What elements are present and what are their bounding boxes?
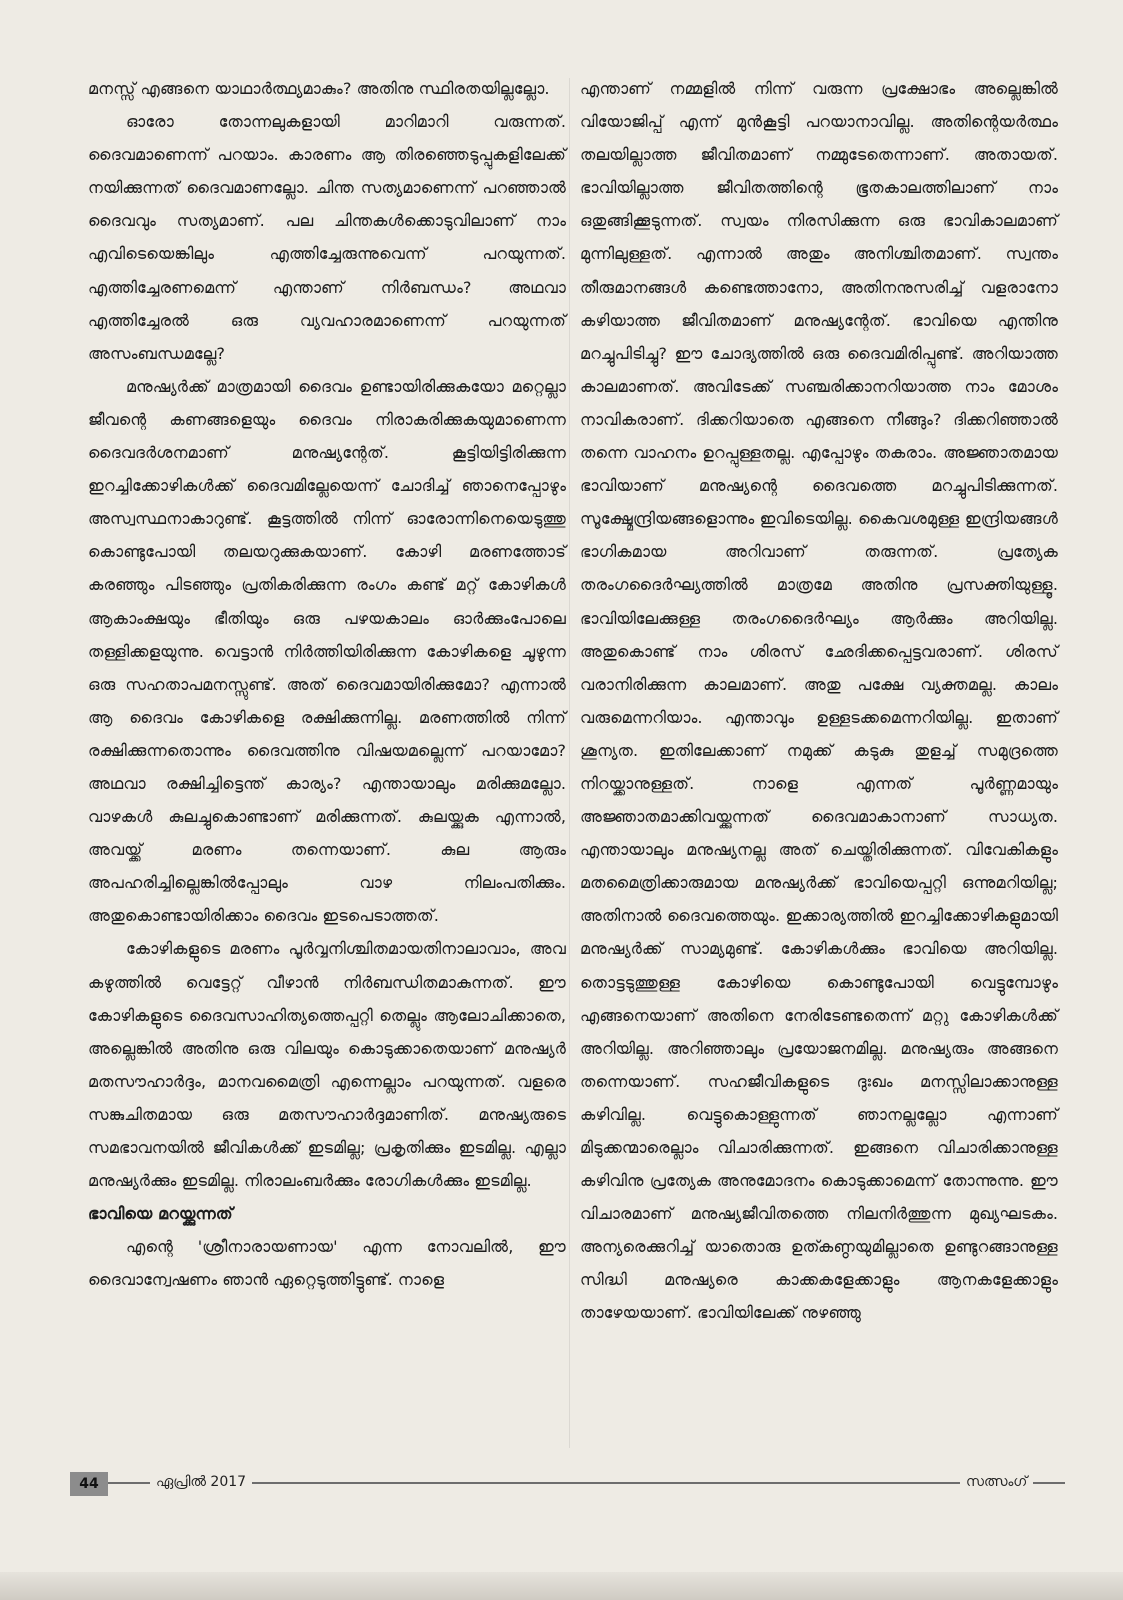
paragraph: ഓരോ തോന്നലുകളായി മാറിമാറി വരുന്നത്. ദൈവമാണെന്ന് പറയാം. കാരണം ആ തിരഞ്ഞെടുപ്പുകളിലേക്ക് നയിക്കുന്നത് ദൈവമാണല്ലോ. ചിന്ത സത്യമാണെന്ന് പറഞ്ഞാൽ ദൈവവും സത്യമാണ്. പല ചിന്തകൾക്കൊടുവിലാണ് നാം എവിടെയെങ്കിലും എത്തിച്ചേരുന്നുവെന്ന് പറയുന്നത്. എത്തിച്ചേരണമെന്ന് എന്താണ് നിർബന്ധം? അഥവാ എത്തിച്ചേരൽ ഒരു വ്യവഹാരമാണെന്ന് പറയുന്നത് അസംബന്ധമല്ലേ? xyxy=(88,112,566,363)
paragraph: എന്താണ് നമ്മളിൽ നിന്ന് വരുന്ന പ്രക്ഷോഭം അല്ലെങ്കിൽ വിയോജിപ്പ് എന്ന് മുൻകൂട്ടി പറയാനാവില്ല. അതിന്റെയർത്ഥം തലയില്ലാത്ത ജീവിതമാണ് നമ്മുടേതെന്നാണ്. അതായത്. ഭാവിയില്ലാത്ത ജീവിതത്തിന്റെ ഭൂതകാലത്തിലാണ് നാം ഒതുങ്ങിക്കൂടുന്നത്. സ്വയം നിരസിക്കുന്ന ഒരു ഭാവികാലമാണ് മുന്നിലുള്ളത്. എന്നാൽ അതും അനിശ്ചിതമാണ്. സ്വന്തം തീരുമാനങ്ങൾ കണ്ടെത്താനോ, അതിനനുസരിച്ച് വളരാനോ കഴിയാത്ത ജീവിതമാണ് മനുഷ്യന്റേത്. ഭാവിയെ എന്തിനു മറച്ചുപിടിച്ചു? ഈ ചോദ്യത്തിൽ ഒരു ദൈവമിരിപ്പുണ്ട്. അറിയാത്ത കാലമാണത്. അവിടേക്ക് സഞ്ചരിക്കാനറിയാത്ത നാം മോശം നാവികരാണ്. ദിക്കറിയാതെ എങ്ങനെ നീങ്ങും? ദിക്കറിഞ്ഞാൽ തന്നെ വാഹനം ഉറപ്പുള്ളതല്ല. എപ്പോഴും തകരാം. അജ്ഞാതമായ ഭാവിയാണ് മനുഷ്യന്റെ ദൈവത്തെ മറച്ചുപിടിക്കുന്നത്. സൂക്ഷ്മേന്ദ്രിയങ്ങളൊന്നും ഇവിടെയില്ല. കൈവശമുള്ള ഇന്ദ്രിയങ്ങൾ ഭാഗികമായ അറിവാണ് തരുന്നത്. പ്രത്യേക തരംഗദൈർഘ്യത്തിൽ മാത്രമേ അതിനു പ്രസക്തിയുള്ളൂ. ഭാവിയിലേക്കുള്ള തരംഗദൈർഘ്യം ആർക്കും അറിയില്ല. അതുകൊണ്ട് നാം ശിരസ് ഛേദിക്കപ്പെട്ടവരാണ്. ശിരസ് വരാനിരിക്കുന്ന കാലമാണ്. അതു പക്ഷേ വ്യക്തമല്ല. കാലം വരുമെന്നറിയാം. എന്താവും ഉള്ളടക്കമെന്നറിയില്ല. ഇതാണ് ശൂന്യത. ഇതിലേക്കാണ് നമുക്ക് കടുകു തുളച്ച് സമുദ്രത്തെ നിറയ്ക്കാനുള്ളത്. നാളെ എന്നത് പൂർണ്ണമായും അജ്ഞാതമാക്കിവയ്ക്കുന്നത് ദൈവമാകാനാണ് സാധ്യത. എന്തായാലും മനുഷ്യനല്ല അത് ചെയ്തിരിക്കുന്നത്. വിവേകികളും മതമൈത്രിക്കാരുമായ മനുഷ്യർക്ക് ഭാവിയെപ്പറ്റി ഒന്നുമറിയില്ല; അതിനാൽ ദൈവത്തെയും. ഇക്കാര്യത്തിൽ ഇറച്ചിക്കോഴികളുമായി മനുഷ്യർക്ക് സാമ്യമുണ്ട്. കോഴികൾക്കും ഭാവിയെ അറിയില്ല. തൊട്ടടുത്തുള്ള കോഴിയെ കൊണ്ടുപോയി വെട്ടുമ്പോഴും എങ്ങനെയാണ് അതിനെ നേരിടേണ്ടതെന്ന് മറ്റു കോഴികൾക്ക് അറിയില്ല. അറിഞ്ഞാലും പ്രയോജനമില്ല. മനുഷ്യരും അങ്ങനെ തന്നെയാണ്. സഹജീവികളുടെ ദുഃഖം മനസ്സിലാക്കാനുള്ള കഴിവില്ല. വെട്ടുകൊള്ളുന്നത് ഞാനല്ലല്ലോ എന്നാണ് മിടുക്കന്മാരെല്ലാം വിചാരിക്കുന്നത്. ഇങ്ങനെ വിചാരിക്കാനുള്ള കഴിവിനു പ്രത്യേക അനുമോദനം കൊടുക്കാമെന്ന് തോന്നുന്നു. ഈ വിചാരമാണ് മനുഷ്യജീവിതത്തെ നിലനിർത്തുന്ന മുഖ്യഘടകം. അന്യരെക്കുറിച്ച് യാതൊരു ഉത്കണ്ഠയുമില്ലാതെ ഉണ്ടുറങ്ങാനുള്ള സിദ്ധി മനുഷ്യരെ കാക്കകളേക്കാളും ആനകളേക്കാളും താഴേയയാണ്. ഭാവിയിലേക്ക് നുഴഞ്ഞു xyxy=(580,79,1058,1323)
column-gutter xyxy=(569,78,570,1448)
paragraph: കോഴികളുടെ മരണം പൂർവ്വനിശ്ചിതമായതിനാലാവാം, അവ കഴുത്തിൽ വെട്ടേറ്റ് വീഴാൻ നിർബന്ധിതമാകുന്നത്. ഈ കോഴികളുടെ ദൈവസാഹിത്യത്തെപ്പറ്റി തെല്ലും ആലോചിക്കാതെ, അല്ലെങ്കിൽ അതിനു ഒരു വിലയും കൊടുക്കാതെയാണ് മനുഷ്യർ മതസൗഹാർദ്ദം, മാനവമൈത്രി എന്നെല്ലാം പറയുന്നത്. വളരെ സങ്കുചിതമായ ഒരു മതസൗഹാർദ്ദമാണിത്. മനുഷ്യരുടെ സമഭാവനയിൽ ജീവികൾക്ക് ഇടമില്ല; പ്രകൃതിക്കും ഇടമില്ല. എല്ലാ മനുഷ്യർക്കും ഇടമില്ല. നിരാലംബർക്കും രോഗികൾക്കും ഇടമില്ല. xyxy=(88,939,566,1191)
right-column xyxy=(580,72,1058,1330)
paragraph: മനുഷ്യർക്ക് മാത്രമായി ദൈവം ഉണ്ടായിരിക്കുകയോ മറ്റെല്ലാ ജീവന്റെ കണങ്ങളെയും ദൈവം നിരാകരിക്കുകയുമാണെന്ന ദൈവദർശനമാണ് മനുഷ്യന്റേത്. കൂട്ടിയിട്ടിരിക്കുന്ന ഇറച്ചിക്കോഴികൾക്ക് ദൈവമില്ലേയെന്ന് ചോദിച്ച് ഞാനെപ്പോഴും അസ്വസ്ഥനാകാറുണ്ട്. കൂട്ടത്തിൽ നിന്ന് ഓരോന്നിനെയെടുത്തു കൊണ്ടുപോയി തലയറുക്കുകയാണ്. കോഴി മരണത്തോട് കരഞ്ഞും പിടഞ്ഞും പ്രതികരിക്കുന്ന രംഗം കണ്ട് മറ്റ് കോഴികൾ ആകാംക്ഷയും ഭീതിയും ഒരു പഴയകാലം ഓർക്കുംപോലെ തള്ളിക്കളയുന്നു. വെട്ടാൻ നിർത്തിയിരിക്കുന്ന കോഴികളെ ചൂഴുന്ന ഒരു സഹതാപമനസ്സുണ്ട്. അത് ദൈവമായിരിക്കുമോ? എന്നാൽ ആ ദൈവം കോഴികളെ രക്ഷിക്കുന്നില്ല. മരണത്തിൽ നിന്ന് രക്ഷിക്കുന്നതൊന്നും ദൈവത്തിനു വിഷയമല്ലെന്ന് പറയാമോ? അഥവാ രക്ഷിച്ചിട്ടെന്ത് കാര്യം? എന്തായാലും മരിക്കുമല്ലോ. വാഴകൾ കുലച്ചുകൊണ്ടാണ് മരിക്കുന്നത്. കുലയ്ക്കുക എന്നാൽ, അവയ്ക്ക് മരണം തന്നെയാണ്. കുല ആരും അപഹരിച്ചില്ലെങ്കിൽപ്പോലും വാഴ നിലംപതിക്കും. അതുകൊണ്ടായിരിക്കാം ദൈവം ഇടപെടാത്തത്. xyxy=(88,376,566,926)
issue-date: ഏപ്രിൽ 2017 xyxy=(150,1474,252,1490)
page-number: 44 xyxy=(70,1472,108,1496)
section-heading: ഭാവിയെ മറയ്ക്കുന്നത് xyxy=(88,1204,233,1224)
page-edge-shadow xyxy=(0,1572,1123,1600)
paragraph: എന്റെ 'ശ്രീനാരായണായ' എന്ന നോവലിൽ, ഈ ദൈവാന്വേഷണം ഞാൻ ഏറ്റെടുത്തിട്ടുണ്ട്. നാളെ xyxy=(88,1237,566,1290)
paragraph: മനസ്സ് എങ്ങനെ യാഥാർത്ഥ്യമാകും? അതിനു സ്ഥിരതയില്ലല്ലോ. xyxy=(88,79,550,98)
left-column xyxy=(88,72,566,1296)
magazine-name: സത്സംഗ് xyxy=(960,1474,1033,1490)
